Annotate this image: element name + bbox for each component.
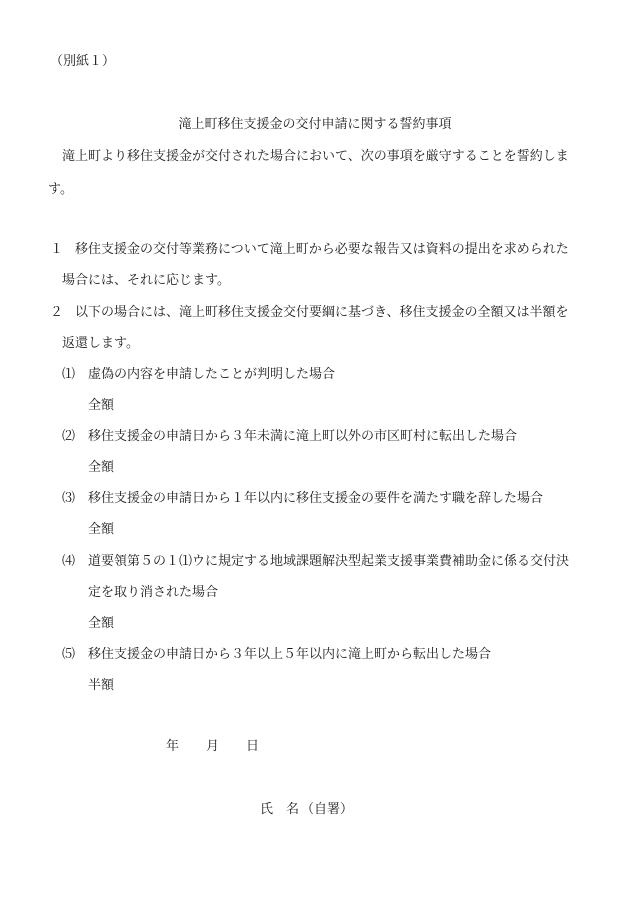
item-2-number: ２ (50, 305, 64, 320)
condition-5-text: 移住支援金の申請日から３年以上５年以内に滝上町から転出した場合 (88, 647, 492, 662)
condition-2-number: ⑵ (62, 429, 76, 444)
condition-1-amount: 全額 (88, 398, 115, 413)
date-year-label: 年 (166, 739, 180, 754)
item-1-line-1: 移住支援金の交付等業務について滝上町から必要な報告又は資料の提出を求められた (75, 242, 569, 257)
date-month-label: 月 (206, 739, 220, 754)
condition-2-amount: 全額 (88, 460, 115, 475)
condition-3-text: 移住支援金の申請日から１年以内に移住支援金の要件を満たす職を辞した場合 (88, 491, 544, 506)
intro-line-2: す。 (48, 182, 73, 197)
signature-note: （自署） (301, 802, 354, 817)
condition-2-text: 移住支援金の申請日から３年未満に滝上町以外の市区町村に転出した場合 (88, 429, 518, 444)
annex-label: （別紙１） (50, 54, 116, 69)
item-1-number: １ (50, 242, 64, 257)
condition-4-text: 道要領第５の１⑴ウに規定する地域課題解決型起業支援事業費補助金に係る交付決 (88, 554, 570, 569)
date-day-label: 日 (246, 739, 260, 754)
condition-3-amount: 全額 (88, 522, 115, 537)
condition-1-number: ⑴ (62, 367, 76, 382)
intro-line-1: 滝上町より移住支援金が交付された場合において、次の事項を厳守することを誓約しま (62, 149, 569, 164)
signature-name-label: 氏 名 (260, 802, 300, 817)
item-2-line-1: 以下の場合には、滝上町移住支援金交付要綱に基づき、移住支援金の全額又は半額を (75, 305, 569, 320)
condition-1-text: 虚偽の内容を申請したことが判明した場合 (88, 367, 336, 382)
condition-4-text-continued: 定を取り消された場合 (88, 585, 219, 600)
item-1-line-2: 場合には、それに応じます。 (62, 273, 230, 288)
condition-4-amount: 全額 (88, 616, 115, 631)
condition-3-number: ⑶ (62, 491, 76, 506)
condition-4-number: ⑷ (62, 554, 76, 569)
document-title: 滝上町移住支援金の交付申請に関する誓約事項 (178, 117, 452, 132)
condition-5-amount: 半額 (88, 678, 115, 693)
item-2-line-2: 返還します。 (62, 336, 139, 351)
condition-5-number: ⑸ (62, 647, 76, 662)
